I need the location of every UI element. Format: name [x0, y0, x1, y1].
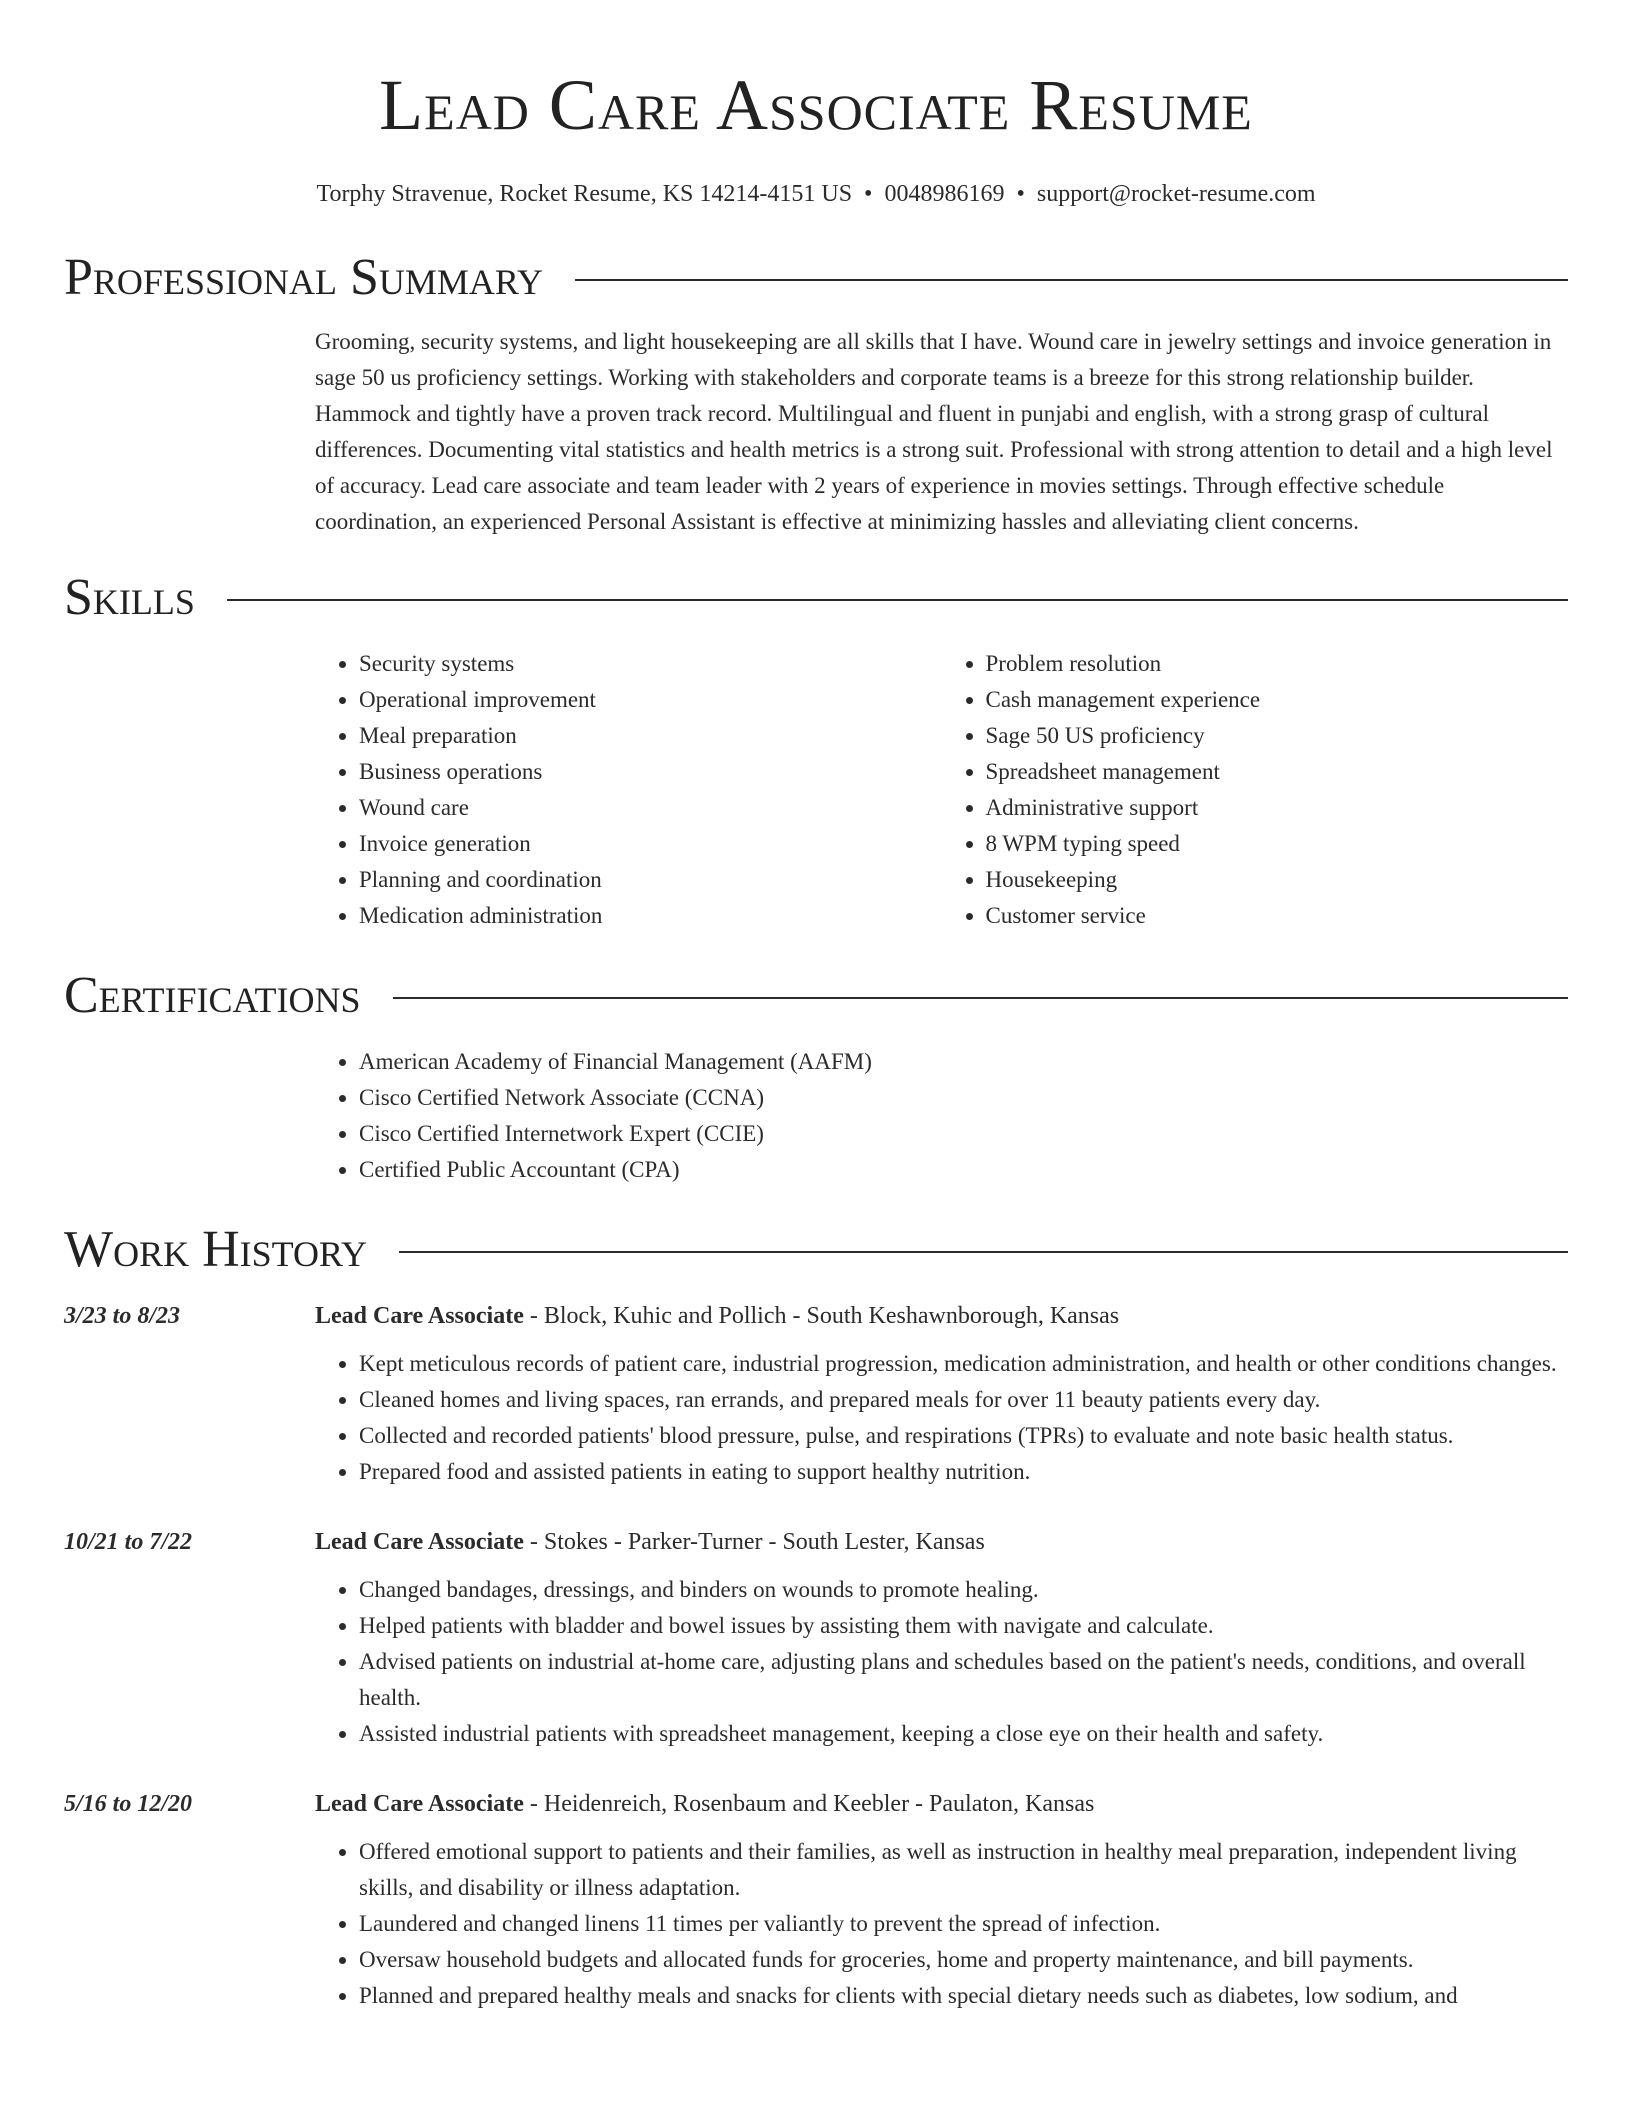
job-duty-item: • Planned and prepared healthy meals and snacks for clients with special dietary needs such as diabetes, low sodium, and	[359, 1978, 1568, 2014]
contact-separator: •	[1016, 181, 1025, 207]
job-duty-item: • Prepared food and assisted patients in eating to support healthy nutrition.	[359, 1454, 1568, 1490]
job-role: Lead Care Associate	[315, 1303, 524, 1329]
certification-item: • American Academy of Financial Management (AAFM)	[359, 1044, 1568, 1080]
resume-title: Lead Care Associate Resume	[379, 65, 1253, 145]
certification-item: • Cisco Certified Internetwork Expert (CCIE)	[359, 1116, 1568, 1152]
summary-heading: Professional Summary	[64, 249, 543, 306]
skills-list	[315, 646, 1568, 934]
skill-item: • Spreadsheet management	[986, 754, 1569, 790]
contact-address: Torphy Stravenue, Rocket Resume, KS 14214-4151 US	[316, 181, 853, 207]
job-duties	[315, 1834, 1568, 2014]
resume-page	[64, 0, 1568, 2014]
skill-item: • Invoice generation	[359, 826, 942, 862]
job-duty-item: • Collected and recorded patients' blood pressure, pulse, and respirations (TPRs) to evaluate and note basic health status.	[359, 1418, 1568, 1454]
skill-item: • Housekeeping	[986, 862, 1569, 898]
section-divider	[399, 1251, 1568, 1253]
skill-item: • Cash management experience	[986, 682, 1569, 718]
certification-item: • Certified Public Accountant (CPA)	[359, 1152, 1568, 1188]
job-entry	[64, 1524, 1568, 1752]
skill-item: • Administrative support	[986, 790, 1569, 826]
contact-line	[64, 178, 1568, 210]
job-duty-item: • Oversaw household budgets and allocated funds for groceries, home and property maintenance, and bill payments.	[359, 1942, 1568, 1978]
job-heading	[315, 1298, 1568, 1334]
contact-separator: •	[864, 181, 873, 207]
skill-item: • Business operations	[359, 754, 942, 790]
job-employer-location: - Stokes - Parker-Turner - South Lester, Kansas	[523, 1529, 985, 1555]
job-entry	[64, 1298, 1568, 1490]
summary-text: Grooming, security systems, and light housekeeping are all skills that I have. Wound care in jewelry settings and invoice generation in sage 50 us proficiency settings. Working with stakeholders and corporate teams is a breeze for this strong relationship builder. Hammock and tightly have a proven track record. Multilingual and fluent in punjabi and english, with a strong grasp of cultural differences. Documenting vital statistics and health metrics is a strong suit. Professional with strong attention to detail and a high level of accuracy. Lead care associate and team leader with 2 years of experience in movies settings. Through effective schedule coordination, an experienced Personal Assistant is effective at minimizing hassles and alleviating client concerns.	[315, 329, 1553, 534]
section-divider	[393, 997, 1568, 999]
job-duties	[315, 1572, 1568, 1752]
skill-item: • Medication administration	[359, 898, 942, 934]
certification-item: • Cisco Certified Network Associate (CCNA)	[359, 1080, 1568, 1116]
contact-email[interactable]: support@rocket-resume.com	[1036, 181, 1316, 207]
job-role: Lead Care Associate	[315, 1529, 524, 1555]
job-dates: 3/23 to 8/23	[64, 1303, 181, 1329]
certifications-heading: Certifications	[64, 967, 361, 1024]
skills-column-right	[942, 646, 1569, 934]
job-duty-item: • Advised patients on industrial at-home care, adjusting plans and schedules based on the patient's needs, conditions, and overall health.	[359, 1644, 1568, 1716]
skill-item: • Operational improvement	[359, 682, 942, 718]
job-duty-item: • Changed bandages, dressings, and binders on wounds to promote healing.	[359, 1572, 1568, 1608]
skill-item: • Customer service	[986, 898, 1569, 934]
work-history-heading: Work History	[64, 1221, 368, 1278]
job-role: Lead Care Associate	[315, 1791, 524, 1817]
job-employer-location: - Block, Kuhic and Pollich - South Keshawnborough, Kansas	[523, 1303, 1120, 1329]
section-divider	[575, 279, 1568, 281]
job-duty-item: • Kept meticulous records of patient care, industrial progression, medication administration, and health or other conditions changes.	[359, 1346, 1568, 1382]
work-history-section-header	[64, 1218, 1568, 1282]
skill-item: • Meal preparation	[359, 718, 942, 754]
job-duty-item: • Laundered and changed linens 11 times per valiantly to prevent the spread of infection.	[359, 1906, 1568, 1942]
job-duty-item: • Offered emotional support to patients and their families, as well as instruction in healthy meal preparation, independent living skills, and disability or illness adaptation.	[359, 1834, 1568, 1906]
skill-item: • 8 WPM typing speed	[986, 826, 1569, 862]
certifications-section-header	[64, 964, 1568, 1028]
certifications-list	[315, 1044, 1568, 1188]
skill-item: • Sage 50 US proficiency	[986, 718, 1569, 754]
job-entry	[64, 1786, 1568, 2014]
job-duties	[315, 1346, 1568, 1490]
job-heading	[315, 1524, 1568, 1560]
job-duty-item: • Helped patients with bladder and bowel issues by assisting them with navigate and calculate.	[359, 1608, 1568, 1644]
skills-section-header	[64, 566, 1568, 630]
summary-section-header	[64, 246, 1568, 310]
skill-item: • Wound care	[359, 790, 942, 826]
job-duty-item: • Assisted industrial patients with spreadsheet management, keeping a close eye on their health and safety.	[359, 1716, 1568, 1752]
section-divider	[227, 599, 1568, 601]
skill-item: • Planning and coordination	[359, 862, 942, 898]
job-employer-location: - Heidenreich, Rosenbaum and Keebler - Paulaton, Kansas	[523, 1791, 1095, 1817]
skills-column-left	[315, 646, 942, 934]
contact-phone: 0048986169	[884, 181, 1005, 207]
skill-item: • Problem resolution	[986, 646, 1569, 682]
job-heading	[315, 1786, 1568, 1822]
skills-heading: Skills	[64, 569, 195, 626]
skill-item: • Security systems	[359, 646, 942, 682]
job-duty-item: • Cleaned homes and living spaces, ran errands, and prepared meals for over 11 beauty patients every day.	[359, 1382, 1568, 1418]
job-dates: 5/16 to 12/20	[64, 1791, 193, 1817]
job-dates: 10/21 to 7/22	[64, 1529, 193, 1555]
